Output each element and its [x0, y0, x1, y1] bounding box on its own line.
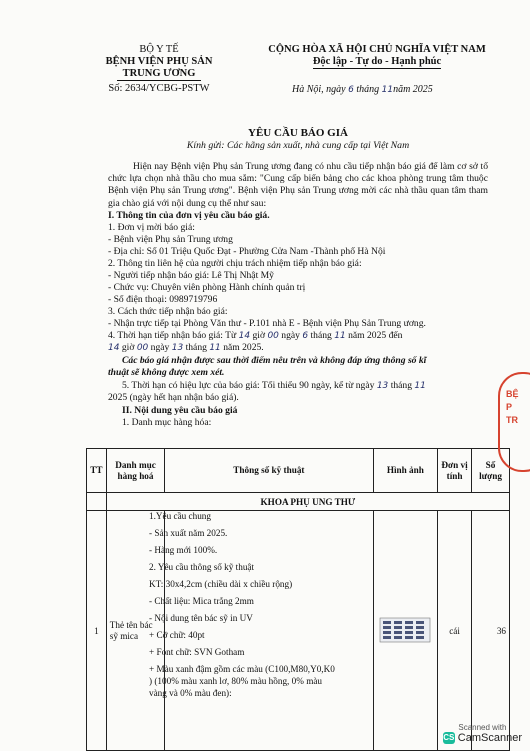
group-title: KHOA PHỤ UNG THƯ	[106, 493, 509, 511]
item4-month-start: 11	[334, 331, 346, 341]
section1-item4-line2: 14 giờ 00 ngày 13 tháng 11 năm 2025.	[108, 342, 264, 353]
spec-line: KT: 30x4,2cm (chiều dài x chiều rộng)	[149, 579, 293, 589]
addressee: Kính gửi: Các hãng sản xuất, nhà cung cấp tại Việt Nam	[186, 140, 410, 151]
section2-item1-title: 1. Danh mục hàng hóa:	[122, 417, 212, 428]
hospital-name-line1: BỆNH VIỆN PHỤ SẢN	[105, 56, 213, 67]
section1-item1-name: - Bệnh viện Phụ sản Trung ương	[108, 234, 233, 245]
spec-line: - Chất liệu: Mica trắng 2mm	[149, 596, 254, 606]
intro-paragraph: Hiện nay Bệnh viện Phụ sản Trung ương đang có nhu cầu tiếp nhận báo giá để làm cơ sở tổ chức lựa chọn nhà thầu cho mua sắm: "Cung cấp biển bảng cho các khoa phòng trung tâm thuộc Bệnh viện Phụ sản Trung ương". Bệnh viện Phụ sản Trung ương mời các nhà thầu quan tâm tham gia chào giá với nội dung cụ thể như sau:	[108, 161, 488, 209]
scanner-brand: CamScanner	[457, 732, 522, 744]
section1-item1-address: - Địa chỉ: Số 01 Triệu Quốc Đạt - Phường Cửa Nam -Thành phố Hà Nội	[108, 246, 386, 257]
spec-line: + Font chữ: SVN Gotham	[149, 647, 245, 657]
red-stamp: BỆ P TR	[498, 372, 530, 472]
header-specs: Thông số kỹ thuật	[165, 449, 373, 493]
spec-line: - Sản xuất năm 2025.	[149, 528, 228, 538]
spec-line: - Nội dung tên bác sỹ in UV	[149, 613, 253, 623]
section1-item5-line2: 2025 (ngày hết hạn nhận báo giá).	[108, 392, 239, 403]
item4-month-end: 11	[209, 343, 221, 353]
row-quantity: 36	[471, 511, 509, 751]
section1-item3-title: 3. Cách thức tiếp nhận báo giá:	[108, 306, 228, 317]
camscanner-logo-icon: CS	[443, 733, 455, 742]
section2-heading: II. Nội dung yêu cầu báo giá	[122, 405, 238, 416]
section1-item1-title: 1. Đơn vị mời báo giá:	[108, 222, 195, 233]
item4-minute-start: 00	[267, 331, 279, 341]
spec-line: 2. Yêu cầu thông số kỹ thuật	[149, 562, 255, 572]
section1-item5-line1: 5. Thời hạn có hiệu lực của báo giá: Tối thiểu 90 ngày, kể từ ngày 13 tháng 11	[122, 380, 426, 391]
header-unit: Đơn vị tính	[438, 449, 472, 493]
note-line1: Các báo giá nhận được sau thời điểm nêu trên và không đáp ứng thông số kĩ	[122, 355, 427, 366]
document-number: Số: 2634/YCBG-PSTW	[108, 83, 210, 94]
item4-day-end: 13	[171, 343, 184, 353]
section1-heading: I. Thông tin của đơn vị yêu cầu báo giá.	[108, 210, 270, 221]
spec-line: vàng và 0% màu đen):	[149, 688, 232, 698]
row-item-name: Thẻ tên bác sỹ mica	[106, 511, 164, 751]
country-name: CỘNG HÒA XÃ HỘI CHỦ NGHĨA VIỆT NAM	[268, 44, 486, 55]
item4-minute-end: 00	[136, 343, 149, 353]
item5-month: 11	[414, 381, 426, 391]
row-image-cell	[373, 511, 438, 751]
table-header-row	[87, 449, 510, 493]
date-day: 6	[348, 85, 354, 95]
spec-line: + Cỡ chữ: 40pt	[149, 630, 205, 640]
page-title: YÊU CẦU BÁO GIÁ	[248, 127, 348, 139]
item4-day-start: 6	[302, 331, 309, 341]
row-tt: 1	[87, 511, 107, 751]
header-left	[84, 44, 234, 95]
ministry-name: BỘ Y TẾ	[139, 44, 179, 55]
section1-item3-method: - Nhận trực tiếp tại Phòng Văn thư - P.101 nhà E - Bệnh viện Phụ Sản Trung ương.	[108, 318, 426, 329]
header-item: Danh mục hàng hoá	[106, 449, 164, 493]
item5-day: 13	[376, 381, 389, 391]
date-month: 11	[381, 85, 394, 95]
header-quantity: Số lượng	[471, 449, 509, 493]
section1-item2-person: - Người tiếp nhận báo giá: Lê Thị Nhật Mỹ	[108, 270, 274, 281]
header-tt: TT	[87, 449, 107, 493]
spec-line: + Màu xanh đậm gồm các màu (C100,M80,Y0,K0	[149, 664, 335, 674]
section1-item2-title: 2. Thông tin liên hệ của người chịu trách nhiệm tiếp nhận báo giá:	[108, 258, 362, 269]
camscanner-watermark	[443, 723, 522, 744]
section1-item2-phone: - Số điện thoại: 0989719796	[108, 294, 218, 305]
note-line2: thuật sẽ không được xem xét.	[108, 367, 225, 378]
hospital-name-line2: TRUNG ƯƠNG	[117, 68, 202, 81]
document-date: Hà Nội, ngày 6 tháng 11năm 2025	[292, 84, 433, 95]
item4-hour-end: 14	[108, 343, 120, 353]
header-right	[262, 44, 492, 69]
spec-line: - Hàng mới 100%.	[149, 545, 218, 555]
name-tag-image	[379, 617, 431, 643]
motto: Độc lập - Tự do - Hạnh phúc	[312, 56, 442, 67]
header-image: Hình ảnh	[373, 449, 438, 493]
scanner-caption: Scanned with	[458, 723, 507, 732]
row-unit: cái	[438, 511, 472, 751]
section1-item2-position: - Chức vụ: Chuyên viên phòng Hành chính quản trị	[108, 282, 306, 293]
spec-line: 1.Yêu cầu chung	[149, 511, 211, 521]
group-row	[87, 493, 510, 511]
spec-line: ) (100% màu xanh lơ, 80% màu hồng, 0% màu	[149, 676, 323, 686]
item4-hour-start: 14	[238, 331, 251, 341]
section1-item4-line1: 4. Thời hạn tiếp nhận báo giá: Từ 14 giờ 00 ngày 6 tháng 11 năm 2025 đến	[108, 330, 403, 341]
